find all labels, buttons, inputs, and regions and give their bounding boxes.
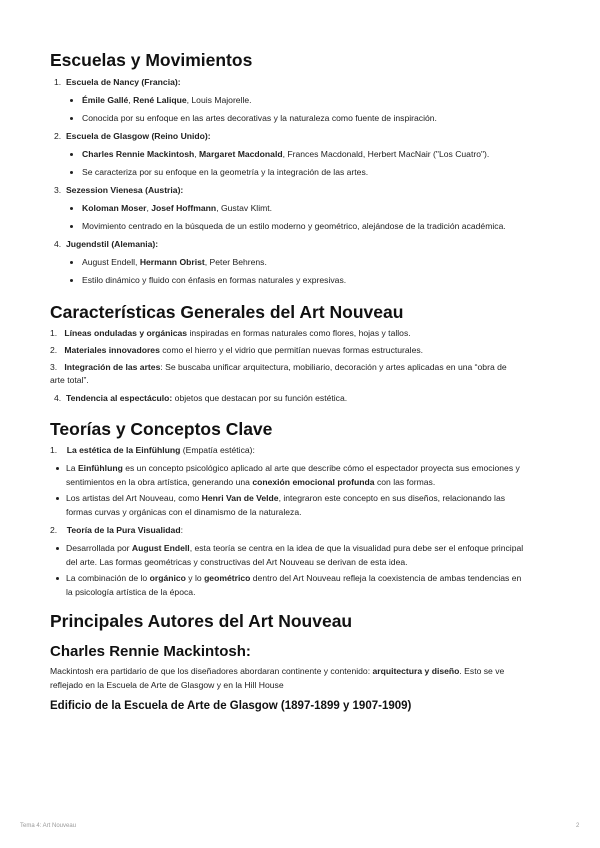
- bullet-icon: [56, 547, 59, 550]
- list-subitem-continuation: del arte. Las formas geométricas y constructivas del Art Nouveau se derivan de esta idea.: [66, 557, 408, 567]
- page-number: 2: [576, 823, 580, 829]
- bullet-icon: [70, 279, 73, 282]
- bullet-icon: [70, 99, 73, 102]
- list-subitem: Se caracteriza por su enfoque en la geometría y la integración de las artes.: [82, 167, 369, 177]
- list-subitem: Estilo dinámico y fluido con énfasis en formas naturales y expresivas.: [82, 275, 347, 285]
- list-subitem: Movimiento centrado en la búsqueda de un estilo moderno y geométrico, alejándose de la tradición académica.: [82, 221, 506, 231]
- list-subitem: August Endell, Hermann Obrist, Peter Behrens.: [82, 257, 267, 267]
- section-title-autores: Principales Autores del Art Nouveau: [50, 611, 353, 631]
- list-subitem-continuation: formas curvas y orgánicas con el dinamismo de la naturaleza.: [66, 507, 302, 517]
- list-item: 2. Materiales innovadores como el hierro y el vidrio que permitían nuevas formas estructurales.: [50, 345, 424, 355]
- bullet-icon: [70, 261, 73, 264]
- list-item-sezession: 3. Sezession Vienesa (Austria):: [54, 185, 184, 195]
- list-subitem: Conocida por su enfoque en las artes decorativas y la naturaleza como fuente de inspiración.: [82, 113, 437, 123]
- paragraph: Mackintosh era partidario de que los diseñadores abordaran continente y contenido: arquitectura y diseño. Esto se ve: [50, 666, 505, 676]
- list-subitem: La Einfühlung es un concepto psicológico aplicado al arte que describe cómo el espectador proyecta sus emociones y: [66, 463, 520, 473]
- bullet-icon: [70, 207, 73, 210]
- list-subitem: Desarrollada por August Endell, esta teoría se centra en la idea de que la visualidad pura debe ser el enfoque principal: [66, 543, 524, 553]
- bullet-icon: [70, 117, 73, 120]
- paragraph-continuation: reflejado en la Escuela de Arte de Glasgow y en la Hill House: [50, 680, 284, 690]
- list-item-nancy: 1. Escuela de Nancy (Francia):: [54, 77, 181, 87]
- list-item-continuation: arte total”.: [50, 375, 89, 385]
- list-subitem: Los artistas del Art Nouveau, como Henri Van de Velde, integraron este concepto en sus diseños, relacionando las: [66, 493, 506, 503]
- list-subitem: Koloman Moser, Josef Hoffmann, Gustav Klimt.: [82, 203, 273, 213]
- section-title-teorias: Teorías y Conceptos Clave: [50, 419, 273, 439]
- bullet-icon: [56, 577, 59, 580]
- list-item-jugendstil: 4. Jugendstil (Alemania):: [54, 239, 159, 249]
- bullet-icon: [56, 497, 59, 500]
- list-item-glasgow: 2. Escuela de Glasgow (Reino Unido):: [54, 131, 211, 141]
- list-subitem: Émile Gallé, René Lalique, Louis Majorelle.: [82, 95, 252, 105]
- list-item: 3. Integración de las artes: Se buscaba unificar arquitectura, mobiliario, decoración y artes aplicadas en una “obra de: [50, 362, 507, 372]
- author-heading: Charles Rennie Mackintosh:: [50, 643, 251, 660]
- list-item: 1. Líneas onduladas y orgánicas inspiradas en formas naturales como flores, hojas y tallos.: [50, 328, 411, 338]
- bullet-icon: [70, 153, 73, 156]
- list-subitem-continuation: sentimientos en la obra artística, generando una conexión emocional profunda con las formas.: [66, 477, 436, 487]
- subheading-glasgow-school: Edificio de la Escuela de Arte de Glasgow (1897-1899 y 1907-1909): [50, 700, 412, 712]
- footer-title: Tema 4: Art Nouveau: [20, 823, 77, 829]
- bullet-icon: [70, 225, 73, 228]
- list-subitem-continuation: la psicología artística de la época.: [66, 587, 196, 597]
- list-item: 2. Teoría de la Pura Visualidad:: [50, 525, 183, 535]
- list-item: 4. Tendencia al espectáculo: objetos que destacan por su función estética.: [54, 393, 348, 403]
- list-item: 1. La estética de la Einfühlung (Empatía estética):: [50, 445, 255, 455]
- bullet-icon: [70, 171, 73, 174]
- bullet-icon: [56, 467, 59, 470]
- section-title-caracteristicas: Características Generales del Art Nouveau: [50, 302, 404, 322]
- list-subitem: La combinación de lo orgánico y lo geométrico dentro del Art Nouveau refleja la coexistencia de ambas tendencias en: [66, 573, 522, 583]
- section-title-escuelas: Escuelas y Movimientos: [50, 50, 253, 70]
- list-subitem: Charles Rennie Mackintosh, Margaret Macdonald, Frances Macdonald, Herbert MacNair ("Los Cuatro").: [82, 149, 490, 159]
